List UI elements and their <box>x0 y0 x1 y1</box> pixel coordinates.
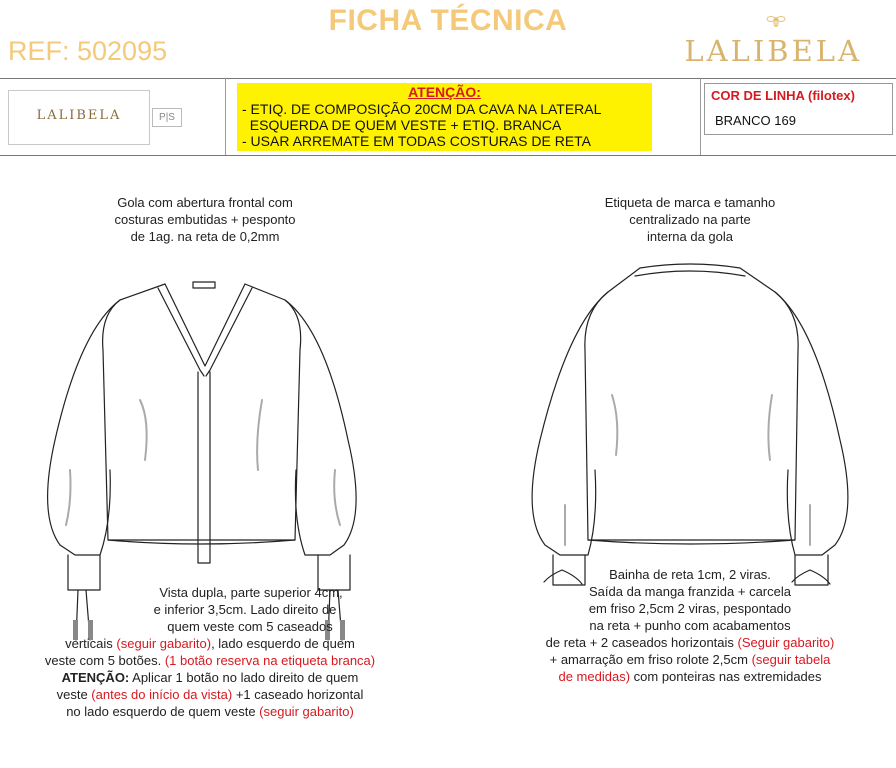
note-line: Gola com abertura frontal com <box>117 195 293 210</box>
placket-note <box>10 584 410 720</box>
page-title: FICHA TÉCNICA <box>328 4 568 37</box>
note-line: e inferior 3,5cm. Lado direito de <box>153 602 337 617</box>
note-line: na reta + punho com acabamentos <box>589 618 791 633</box>
collar-note <box>80 194 330 245</box>
logo-suffix: P|S <box>152 108 182 127</box>
note-line: veste (antes do início da vista) +1 caseado horizontal <box>56 687 364 702</box>
label-note <box>570 194 810 245</box>
bee-icon <box>766 12 786 30</box>
note-line: no lado esquerdo de quem veste (seguir gabarito) <box>66 704 354 719</box>
header-divider <box>0 78 896 79</box>
note-line: de reta + 2 caseados horizontais (Seguir gabarito) <box>545 635 835 650</box>
thread-color-value: BRANCO 169 <box>715 113 796 128</box>
note-line: verticais (seguir gabarito), lado esquerdo de quem <box>65 636 355 651</box>
attention-box <box>237 83 652 151</box>
attention-line: - USAR ARREMATE EM TODAS COSTURAS DE RETA <box>242 133 592 149</box>
note-line: em friso 2,5cm 2 viras, pespontado <box>588 601 792 616</box>
column-divider <box>225 78 226 155</box>
sleeve-note <box>500 566 880 685</box>
note-line: Saída da manga franzida + carcela <box>589 584 791 599</box>
note-line: Etiqueta de marca e tamanho <box>604 195 776 210</box>
reference-code: REF: 502095 <box>8 36 168 66</box>
column-divider <box>700 78 701 155</box>
thread-color-box <box>704 83 893 135</box>
note-line: ATENÇÃO: Aplicar 1 botão no lado direito de quem <box>61 670 359 685</box>
attention-line: - ETIQ. DE COMPOSIÇÃO 20CM DA CAVA NA LATERAL <box>242 101 602 117</box>
brand-name: LALIBELA <box>684 34 862 68</box>
attention-line: ESQUERDA DE QUEM VESTE + ETIQ. BRANCA <box>242 117 562 133</box>
brand-logo <box>8 90 150 145</box>
note-line: interna da gola <box>646 229 733 244</box>
note-line: quem veste com 5 caseados <box>167 619 333 634</box>
note-line: Vista dupla, parte superior 4cm, <box>159 585 343 600</box>
note-line: centralizado na parte <box>629 212 751 227</box>
info-divider <box>0 155 896 156</box>
thread-color-label: COR DE LINHA (filotex) <box>711 88 855 103</box>
note-line: costuras embutidas + pesponto <box>114 212 296 227</box>
note-line: + amarração em friso rolote 2,5cm (seguir tabela <box>549 652 831 667</box>
logo-text: LALIBELA <box>36 108 122 123</box>
back-view-drawing <box>532 264 848 585</box>
attention-heading: ATENÇÃO: <box>408 84 481 100</box>
note-line: veste com 5 botões. (1 botão reserva na etiqueta branca) <box>44 653 376 668</box>
note-line: de medidas) com ponteiras nas extremidades <box>558 669 822 684</box>
note-line: Bainha de reta 1cm, 2 viras. <box>609 567 771 582</box>
note-line: de 1ag. na reta de 0,2mm <box>130 229 280 244</box>
